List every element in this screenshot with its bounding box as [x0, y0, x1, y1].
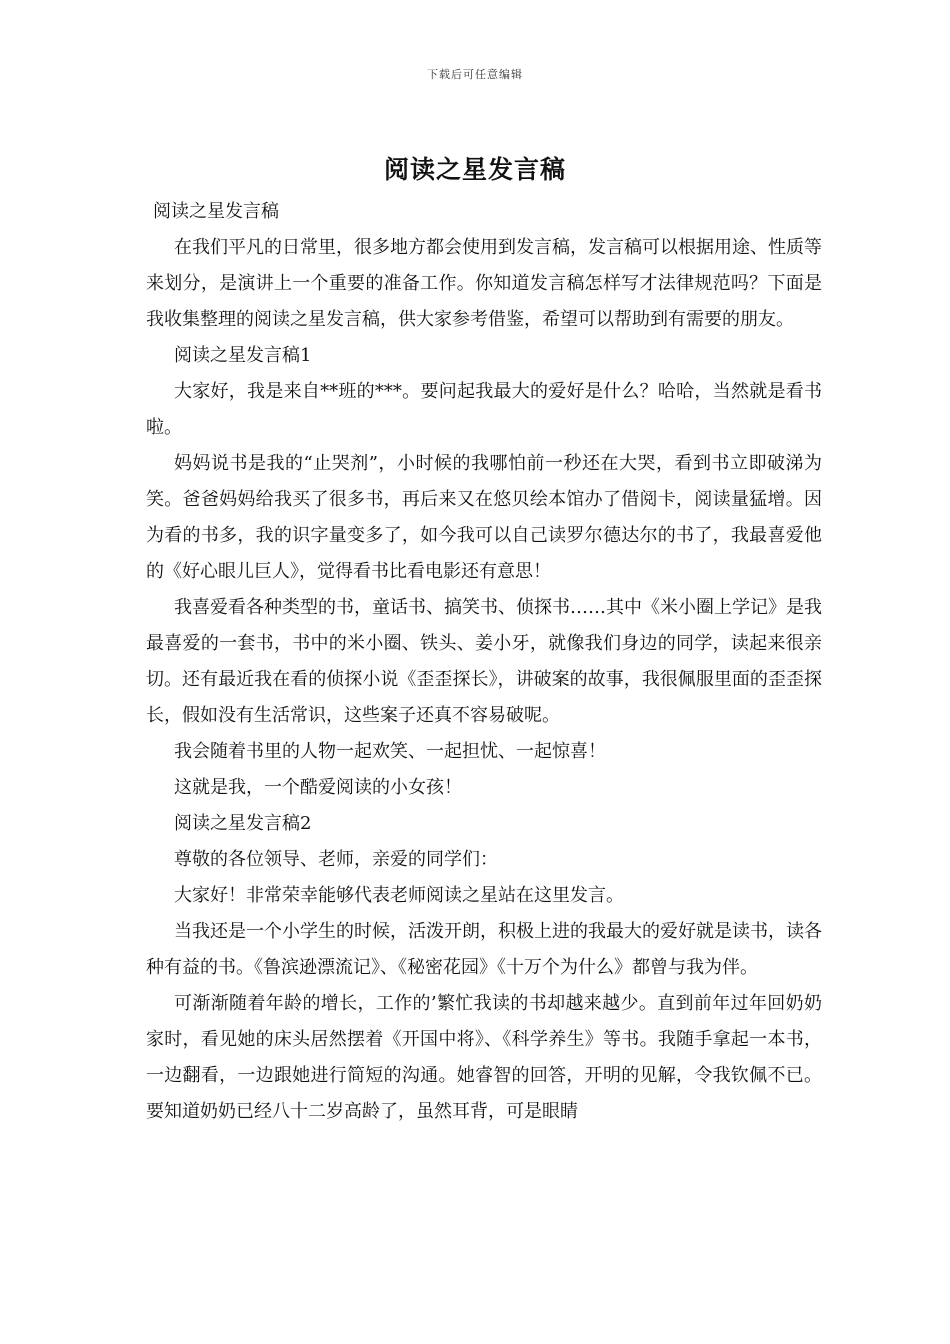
paragraph-subtitle: 阅读之星发言稿: [153, 201, 279, 222]
paragraph: 这就是我，一个酷爱阅读的小女孩！: [174, 777, 462, 798]
section-heading-1: 阅读之星发言稿1: [174, 345, 312, 366]
paragraph: 大家好，我是来自**班的***。要问起我最大的爱好是什么？哈哈，当然就是看书啦。: [146, 381, 822, 438]
paragraph: 我喜爱看各种类型的书，童话书、搞笑书、侦探书……其中《米小圈上学记》是我最喜爱的一套书，书中的米小圈、铁头、姜小牙，就像我们身边的同学，读起来很亲切。还有最近我在看的侦探小说《歪歪探长》，讲破案的故事，我很佩服里面的歪歪探长，假如没有生活常识，这些案子还真不容易破呢。: [146, 597, 822, 726]
document-title: 阅读之星发言稿: [383, 155, 566, 184]
header-note: 下载后可任意编辑: [427, 68, 523, 81]
paragraph-intro: 在我们平凡的日常里，很多地方都会使用到发言稿，发言稿可以根据用途、性质等来划分，是演讲上一个重要的准备工作。你知道发言稿怎样写才法律规范吗？下面是我收集整理的阅读之星发言稿，供大家参考借鉴，希望可以帮助到有需要的朋友。: [146, 237, 822, 330]
document-body: [146, 194, 822, 1130]
paragraph: 尊敬的各位领导、老师，亲爱的同学们：: [174, 849, 498, 870]
paragraph: 妈妈说书是我的“止哭剂”，小时候的我哪怕前一秒还在大哭，看到书立即破涕为笑。爸爸妈妈给我买了很多书，再后来又在悠贝绘本馆办了借阅卡，阅读量猛增。因为看的书多，我的识字量变多了，如今我可以自己读罗尔德达尔的书了，我最喜爱他的《好心眼儿巨人》，觉得看书比看电影还有意思！: [146, 453, 822, 582]
section-heading-2: 阅读之星发言稿2: [174, 813, 312, 834]
paragraph: 大家好！非常荣幸能够代表老师阅读之星站在这里发言。: [174, 885, 624, 906]
paragraph: 我会随着书里的人物一起欢笑、一起担忧、一起惊喜！: [174, 741, 606, 762]
paragraph: 当我还是一个小学生的时候，活泼开朗，积极上进的我最大的爱好就是读书，读各种有益的书。《鲁滨逊漂流记》、《秘密花园》《十万个为什么》都曾与我为伴。: [146, 921, 822, 978]
paragraph: 可渐渐随着年龄的增长，工作的’繁忙我读的书却越来越少。直到前年过年回奶奶家时，看见她的床头居然摆着《开国中将》、《科学养生》等书。我随手拿起一本书，一边翻看，一边跟她进行简短的沟通。她睿智的回答，开明的见解，令我钦佩不已。要知道奶奶已经八十二岁高龄了，虽然耳背，可是眼睛: [146, 993, 822, 1122]
